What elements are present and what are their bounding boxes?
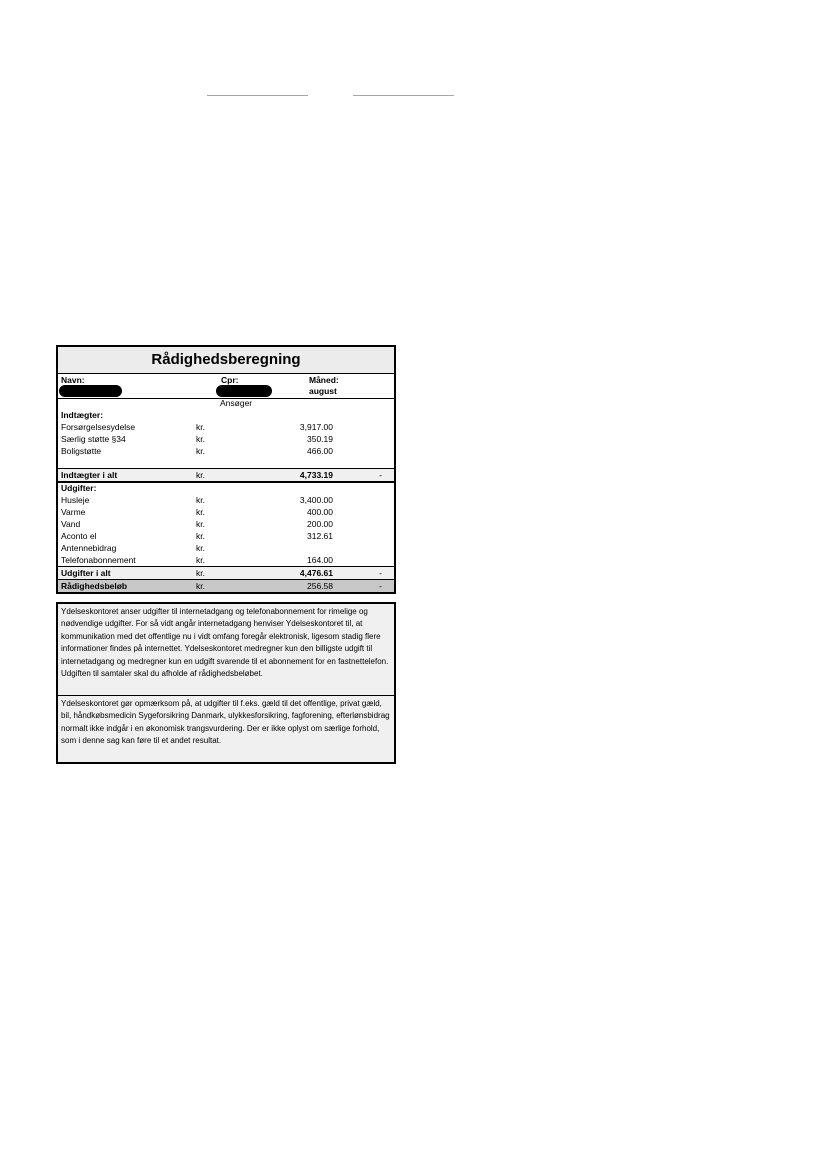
table-row — [58, 421, 394, 433]
income-total-amount: 4,733.19 — [299, 470, 333, 480]
expenses-heading-row — [58, 482, 394, 494]
table-row — [58, 433, 394, 445]
row-amount: 466.00 — [307, 446, 333, 456]
row-currency: kr. — [196, 495, 205, 505]
table-row — [58, 518, 394, 530]
link-underline-2[interactable] — [353, 95, 454, 96]
row-label: Husleje — [61, 495, 90, 505]
table-row — [58, 542, 394, 554]
row-label: Varme — [61, 507, 86, 517]
row-currency: kr. — [196, 434, 205, 444]
row-currency: kr. — [196, 422, 205, 432]
row-amount: 3,400.00 — [299, 495, 333, 505]
note-excluded-expenses: Ydelseskontoret gør opmærksom på, at udgifter til f.eks. gæld til det offentlige, privat gæld, bil, håndkøbsmedicin Sygeforsikring Danmark, ulykkesforsikring, fagforening, efterlønsbidrag normalt ikke indgår i en økonomisk trangsvurdering. Der er ikke oplyst om særlige forhold, som i denne sag kan føre til et andet resultat. — [61, 699, 390, 746]
month-value: august — [309, 386, 337, 396]
month-value-row — [58, 385, 394, 397]
table-row — [58, 445, 394, 457]
expenses-total-extra: - — [379, 568, 382, 578]
disposable-label: Rådighedsbeløb — [61, 581, 128, 591]
row-label: Aconto el — [61, 531, 97, 541]
link-underline-1[interactable] — [207, 95, 308, 96]
row-currency: kr. — [196, 507, 205, 517]
expenses-total-row — [58, 567, 394, 579]
row-currency: kr. — [196, 543, 205, 553]
row-amount: 312.61 — [307, 531, 333, 541]
note-internet: Ydelseskontoret anser udgifter til internetadgang og telefonabonnement for rimelige og nødvendige udgifter. For så vidt angår internetadgang henviser Ydelseskontoret til, at kommunikation med det offentlige nu i vidt omfang foregår elektronisk, ligesom stadig flere informationer findes på internettet. Ydelseskontoret medregner kun den billigste udgift til internetadgang og medregner kun en udgift svarende til et abonnement for en fastnettelefon. Udgiften til samtaler skal du afholde af rådighedsbeløbet. — [61, 607, 389, 679]
row-amount: 3,917.00 — [299, 422, 333, 432]
income-total-row — [58, 469, 394, 481]
row-label: Særlig støtte §34 — [61, 434, 126, 444]
row-currency: kr. — [196, 519, 205, 529]
row-amount: 164.00 — [307, 555, 333, 565]
disposable-amount: 256.58 — [307, 581, 333, 591]
row-currency: kr. — [196, 531, 205, 541]
notes-divider — [58, 695, 394, 696]
table-row — [58, 554, 394, 566]
row-currency: kr. — [196, 446, 205, 456]
income-total-extra: - — [379, 470, 382, 480]
budget-table — [56, 345, 396, 594]
disposable-row — [58, 580, 394, 592]
applicant-label: Ansøger — [220, 398, 253, 408]
table-title: Rådighedsberegning — [58, 347, 394, 374]
row-amount: 350.19 — [307, 434, 333, 444]
table-row — [58, 530, 394, 542]
row-currency: kr. — [196, 555, 205, 565]
income-total-label: Indtægter i alt — [61, 470, 118, 480]
notes-box — [56, 602, 396, 764]
income-heading-row — [58, 409, 394, 421]
row-label: Antennebidrag — [61, 543, 117, 553]
name-label: Navn: — [61, 375, 85, 385]
expenses-total-label: Udgifter i alt — [61, 568, 111, 578]
row-label: Boligstøtte — [61, 446, 102, 456]
cpr-label: Cpr: — [221, 375, 239, 385]
disposable-currency: kr. — [196, 581, 205, 591]
row-label: Vand — [61, 519, 81, 529]
expenses-total-currency: kr. — [196, 568, 205, 578]
expenses-total-amount: 4,476.61 — [299, 568, 333, 578]
row-amount: 400.00 — [307, 507, 333, 517]
expenses-heading: Udgifter: — [61, 483, 97, 493]
row-amount: 200.00 — [307, 519, 333, 529]
income-total-currency: kr. — [196, 470, 205, 480]
applicant-row — [58, 397, 394, 409]
month-label: Måned: — [309, 375, 339, 385]
row-label: Forsørgelsesydelse — [61, 422, 136, 432]
table-row — [58, 506, 394, 518]
row-label: Telefonabonnement — [61, 555, 136, 565]
table-row — [58, 494, 394, 506]
income-heading: Indtægter: — [61, 410, 104, 420]
disposable-extra: - — [379, 581, 382, 591]
